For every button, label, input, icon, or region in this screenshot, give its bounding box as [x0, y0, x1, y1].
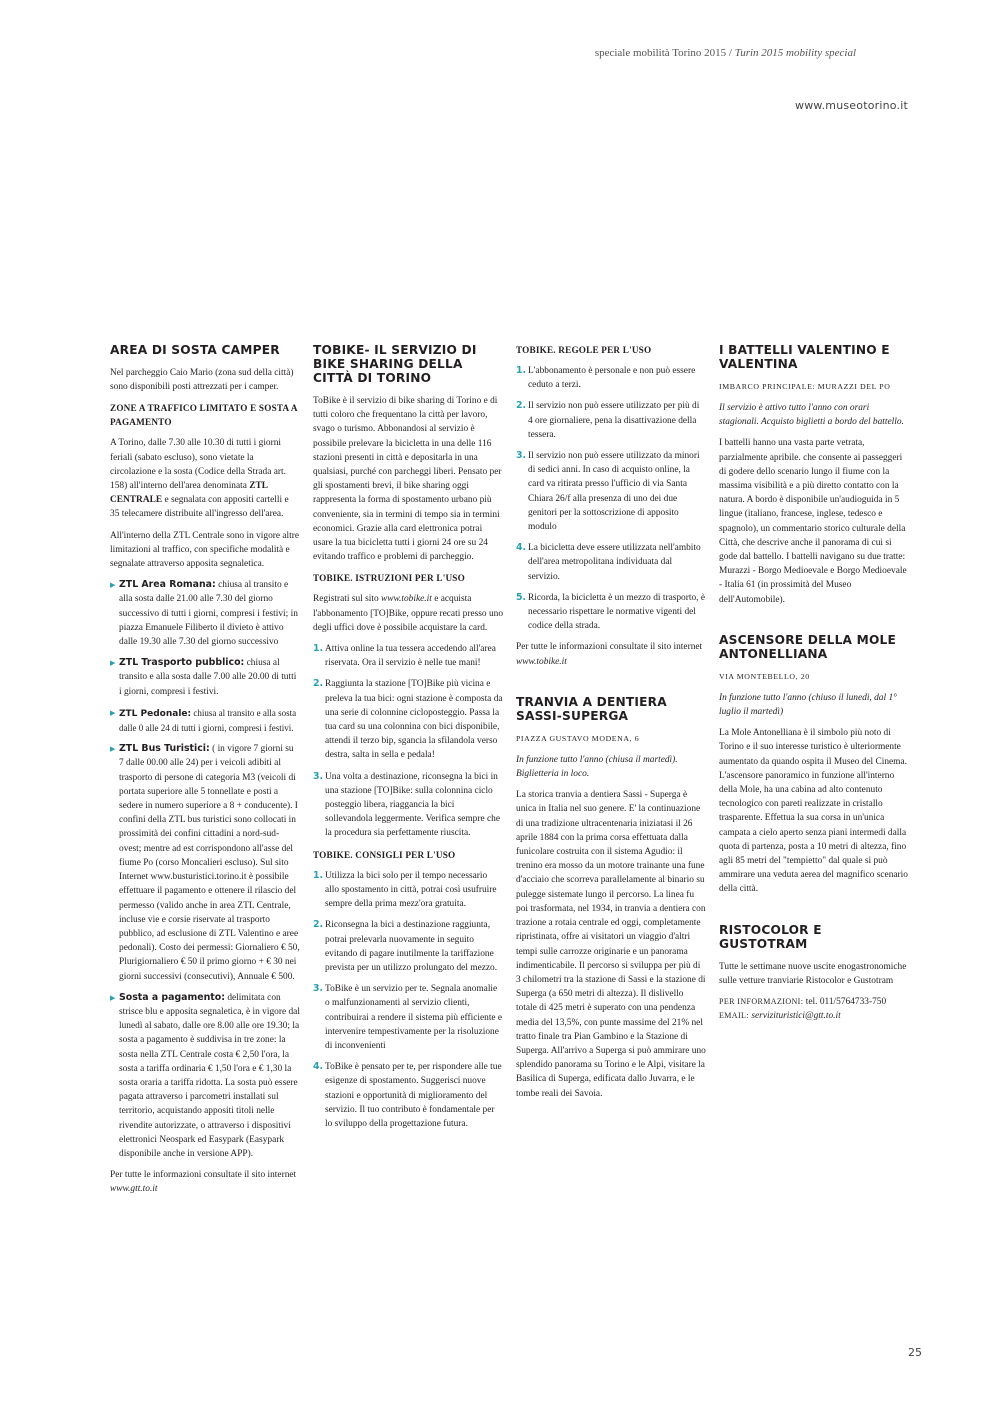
ztl-paragraph-2: All'interno della ZTL Centrale sono in vigore altre limitazioni al traffico, con specifiche modalità e segnalate attraverso apposita segnaletica.	[110, 530, 300, 570]
tobike-consigli-subtitle: TOBIKE. CONSIGLI PER L'USO	[313, 849, 456, 860]
list-item: 2. Riconsegna la bici a destinazione raggiunta, potrai prelevarla nuovamente in seguito evitando di pagare inutilmente la tariffazione prevista per un utilizzo prolungato del mezzo.	[313, 919, 498, 973]
camper-intro: Nel parcheggio Caio Mario (zona sud della città) sono disponibili posti attrezzati per i camper.	[110, 368, 294, 393]
column-3	[516, 343, 706, 1108]
battelli-imbarco: IMBARCO PRINCIPALE: MURAZZI DEL PO	[719, 382, 891, 391]
bullet-triangle-icon: ▶	[110, 993, 116, 1002]
ztl-bullet: ▶ ZTL Bus Turistici: ( in vigore 7 giorni su 7 dalle 00.00 alle 24) per i veicoli adibiti al trasporto di persone di categoria M3 (veicoli di portata superiore alle 5 tonnellate e posti a sedere in numero superiore a 8 + conducente). I confini della ZTL bus turistici sono collocati in prossimità dei confini cittadini a nord-sud-ovest; mentre ad est corrispondono all'asse del fiume Po (corso Moncalieri escluso). Sul sito Internet www.busturistici.torino.it è possibile effettuare il pagamento e ottenere il rilascio del permesso (valido anche in area ZTL Centrale, incluse vie e corsie riservate al trasporto pubblico, ad esclusione di ZTL Valentino e aree pedonali). Costo dei permessi: Giornaliero € 50, Plurigiornaliero € 50 il primo giorno + € 30 nei giorni successivi (consecutivi), Annuale € 500.	[110, 743, 300, 982]
column-2	[313, 343, 503, 1138]
list-item: 1. Utilizza la bici solo per il tempo necessario allo spostamento in città, potrai così usufruire sempre della prima mezz'ora gratuita.	[313, 869, 497, 910]
list-item: 3. Il servizio non può essere utilizzato da minori di sedici anni. In caso di acquisto online, la card va ritirata presso l'ufficio di via Santa Chiara 26/f alla presenza di uno dei due genitori per la sottoscrizione di apposito modulo	[516, 450, 700, 533]
section-title-mole: ASCENSORE DELLA MOLE ANTONELLIANA	[719, 632, 896, 661]
tranvia-body: La storica tranvia a dentiera Sassi - Superga è unica in Italia nel suo genere. E' la continuazione di una tradizione ultracentenaria iniziatasi il 26 aprile 1884 con la prima corsa effettuata dalla funicolare costruita con il sistema Agudio: il trenino era mosso da un motore trainante una fune d'acciaio che scorreva parallelamente al binario su pulegge sistemate lungo il percorso. La linea fu poi trasformata, nel 1934, in tranvia a dentiera con trazione a rotaia centrale ed oggi, completamente ripristinata, offre ai visitatori un viaggio d'altri tempi sulle carrozze originarie e un panorama indimenticabile. Il percorso si sviluppa per più di 3 chilometri tra la stazione di Sassi e la stazione di Superga (a 650 metri di altezza). Il dislivello totale di 425 metri è superato con una pendenza media del 13,5%, con punte massime del 21% nel tratto finale tra Pian Gambino e la Stazione di Superga. All'arrivo a Superga si può ammirare uno splendido panorama su Torino e le Alpi, visitare la Basilica di Superga, edificata dallo Juvarra, e le tombe reali dei Savoia.	[516, 790, 706, 1099]
list-item: 4. La bicicletta deve essere utilizzata nell'ambito dell'area metropolitana individuata dal servizio.	[516, 542, 701, 582]
list-item: 1. L'abbonamento è personale e non può essere ceduto a terzi.	[516, 365, 696, 391]
tranvia-address: PIAZZA GUSTAVO MODENA, 6	[516, 733, 640, 743]
section-title-ristocolor: RISTOCOLOR E GUSTOTRAM	[719, 922, 822, 951]
bullet-triangle-icon: ▶	[110, 581, 116, 590]
ztl-subtitle: ZONE A TRAFFICO LIMITATO E SOSTA A PAGAMENTO	[110, 403, 298, 428]
tranvia-hours: In funzione tutto l'anno (chiusa il martedì). Biglietteria in loco.	[516, 754, 678, 780]
ristocolor-email: EMAIL: servizituristici@gtt.to.it	[719, 1011, 841, 1022]
list-item: 3. Una volta a destinazione, riconsegna la bici in una stazione [TO]Bike: sulla colonnina ciclo posteggio libera, riaggancia la bici sollevandola leggermente. Verifica sempre che la procedura sia perfettamente riuscita.	[313, 770, 501, 839]
ristocolor-info: PER INFORMAZIONI: tel. 011/5764733-750	[719, 997, 887, 1008]
site-url[interactable]: www.museotorino.it	[795, 99, 908, 112]
list-item: 2. Raggiunta la stazione [TO]Bike più vicina e preleva la tua bici: ogni stazione è composta da una serie di colonnine cicloposteggio. Passa la tua card su una colonnina con bici disponibile, attendi il terzo bip, sgancia la sfilandola verso destra, salta in sella e pedala!	[313, 678, 503, 761]
tobike-regole-subtitle: TOBIKE. REGOLE PER L'USO	[516, 345, 652, 355]
running-title	[595, 47, 856, 59]
list-item: 4. ToBike è pensato per te, per rispondere alle tue esigenze di spostamento. Suggerisci nuove stazioni e opportunità di miglioramento del servizio. Il tuo contributo è fondamentale per lo sviluppo della progettazione futura.	[313, 1061, 502, 1129]
list-item: 1. Attiva online la tua tessera accedendo all'area riservata. Ora il servizio è nelle tue mani!	[313, 643, 496, 669]
running-title-en: Turin 2015 mobility special	[734, 47, 856, 59]
column-1	[110, 343, 300, 1204]
ztl-bullet: ▶ ZTL Pedonale: chiusa al transito e alla sosta dalle 0 alle 24 di tutti i giorni, compresi i festivi.	[110, 707, 297, 734]
tobike-site-link[interactable]: www.tobike.it	[516, 656, 567, 667]
section-title-tobike: TOBIKE- IL SERVIZIO DI BIKE SHARING DELLA CITTÀ DI TORINO	[313, 343, 477, 385]
ztl-bullet: ▶ ZTL Area Romana: chiusa al transito e alla sosta dalle 21.00 alle 7.30 del giorno successivo di tutti i giorni, compresi i festivi; in piazza Emanuele Filiberto il divieto è attivo dalle 19.30 alle 7.30 del giorno successivo	[110, 579, 298, 648]
list-item: 3. ToBike è un servizio per te. Segnala anomalie o malfunzionamenti al servizio clienti, contribuirai a rendere il sistema più efficiente e intervenire tempestivamente per la risoluzione di inconvenienti	[313, 983, 503, 1051]
email-link[interactable]: servizituristici@gtt.to.it	[751, 1011, 841, 1022]
ztl-bullet: ▶ Sosta a pagamento: delimitata con strisce blu e apposita segnaletica, è in vigore dal lunedì al sabato, dalle ore 8.00 alle ore 19.30; la sosta a pagamento è suddivisa in tre zone: la sosta nella ZTL Centrale costa € 2,50 l'ora, la sosta a tariffa ordinaria € 1,50 l'ora e € 1,30 la sosta oraria a tariffa ridotta. La sosta può essere pagata attraverso i parcometri installati sul territorio, acquistando appositi titoli nelle rivendite autorizzate, o attraverso i dispositivi elettronici Neospark ed Easypark (Easypark disponibile anche in versione APP).	[110, 991, 300, 1159]
section-title-battelli: I BATTELLI VALENTINO E VALENTINA	[719, 343, 890, 371]
tobike-register: Registrati sul sito www.tobike.it e acquista l'abbonamento [TO]Bike, oppure recati presso uno degli uffici dove è possibile acquistare la card.	[313, 594, 504, 633]
tobike-outro: Per tutte le informazioni consultate il sito internet www.tobike.it	[516, 642, 703, 667]
column-4	[719, 343, 909, 1031]
battelli-hours: Il servizio è attivo tutto l'anno con orari stagionali. Acquisto biglietti a bordo del battello.	[719, 403, 904, 428]
ztl-paragraph-1: A Torino, dalle 7.30 alle 10.30 di tutti i giorni feriali (sabato escluso), sono vietate la circolazione e la sosta (Codice della Strada art. 158) all'interno dell'area denominata ZTL CENTRALE e segnalata con appositi cartelli e 35 telecamere distribuite all'ingresso dell'area.	[110, 438, 289, 520]
ztl-centrale-label: ZTL CENTRALE	[110, 481, 268, 506]
ztl-bullet: ▶ ZTL Trasporto pubblico: chiusa al transito e alla sosta dalle 7.00 alle 20.00 di tutti i giorni, compresi i festivi.	[110, 657, 297, 697]
list-item: 2. Il servizio non può essere utilizzato per più di 4 ore giornaliere, pena la disattivazione della tessera.	[516, 400, 700, 440]
tobike-intro: ToBike è il servizio di bike sharing di Torino e di tutti coloro che frequentano la città per lavoro, svago o turismo. Abbonandosi al servizio è possibile prelevare la bicicletta in una delle 116 stazioni presenti in città e depositarla in una qualsiasi, purché con parcheggi liberi. Pensato per gli spostamenti brevi, il bike sharing oggi rappresenta la forma di spostamento urbano più conveniente, sia in termini di tempo sia in termini economici. Grazie alla card elettronica potrai usare la tua bicicletta tutti i giorni 24 ore su 24 evitando traffico e problemi di parcheggio.	[313, 396, 502, 563]
battelli-body: I battelli hanno una vasta parte vetrata, parzialmente apribile. che consente ai passeggeri di godere dello scenario lungo il fiume con la massima visibilità e a più diretto contatto con la natura. A bordo è disponibile un'audioguida in 5 lingue (italiano, francese, inglese, tedesco e spagnolo), un commentario storico culturale della Città, che descrive anche il panorama di cui si gode dal battello. I battelli navigano su due tratte: Murazzi - Borgo Medioevale e Borgo Medioevale - Italia 61 (in prossimità del Museo dell'Automobile).	[719, 438, 907, 605]
bullet-triangle-icon: ▶	[110, 659, 116, 668]
running-title-it: speciale mobilità Torino 2015 /	[594, 47, 735, 59]
mole-hours: In funzione tutto l'anno (chiuso il lunedì, dal 1° luglio il martedì)	[719, 692, 897, 718]
mole-body: La Mole Antonelliana è il simbolo più noto di Torino e il suo interesse turistico è ulteriormente aumentato da quando ospita il Museo del Cinema. L'ascensore panoramico in funzione all'interno della Mole, ha una cabina ad alto contenuto tecnologico con pareti realizzate in cristallo trasparente. Effettua la sua corsa in un'unica campata a cielo aperto senza piani intermedi dalla quota di partenza, posta a 10 metri di altezza, fino agli 85 metri del "tempietto" dal quale si può ammirare una veduta aerea del magnifico scenario della città.	[719, 728, 908, 895]
section-title-camper: AREA DI SOSTA CAMPER	[110, 343, 280, 357]
mole-address: VIA MONTEBELLO, 20	[719, 671, 810, 681]
list-item: 5. Ricorda, la bicicletta è un mezzo di trasporto, è necessario rispettare le normative vigenti del codice della strada.	[516, 591, 706, 632]
bullet-triangle-icon: ▶	[110, 708, 116, 717]
page-number: 25	[908, 1346, 922, 1359]
camper-outro: Per tutte le informazioni consultate il sito internet www.gtt.to.it	[110, 1170, 297, 1195]
bullet-triangle-icon: ▶	[110, 745, 116, 754]
gtt-link[interactable]: www.gtt.to.it	[110, 1184, 158, 1195]
section-title-tranvia: TRANVIA A DENTIERA SASSI-SUPERGA	[516, 694, 667, 723]
tobike-link[interactable]: www.tobike.it	[380, 594, 432, 605]
tobike-istruzioni-subtitle: TOBIKE. ISTRUZIONI PER L'USO	[313, 573, 465, 584]
ristocolor-body: Tutte le settimane nuove uscite enogastronomiche sulle vetture tranviarie Ristocolor e Gustotram	[719, 961, 907, 986]
